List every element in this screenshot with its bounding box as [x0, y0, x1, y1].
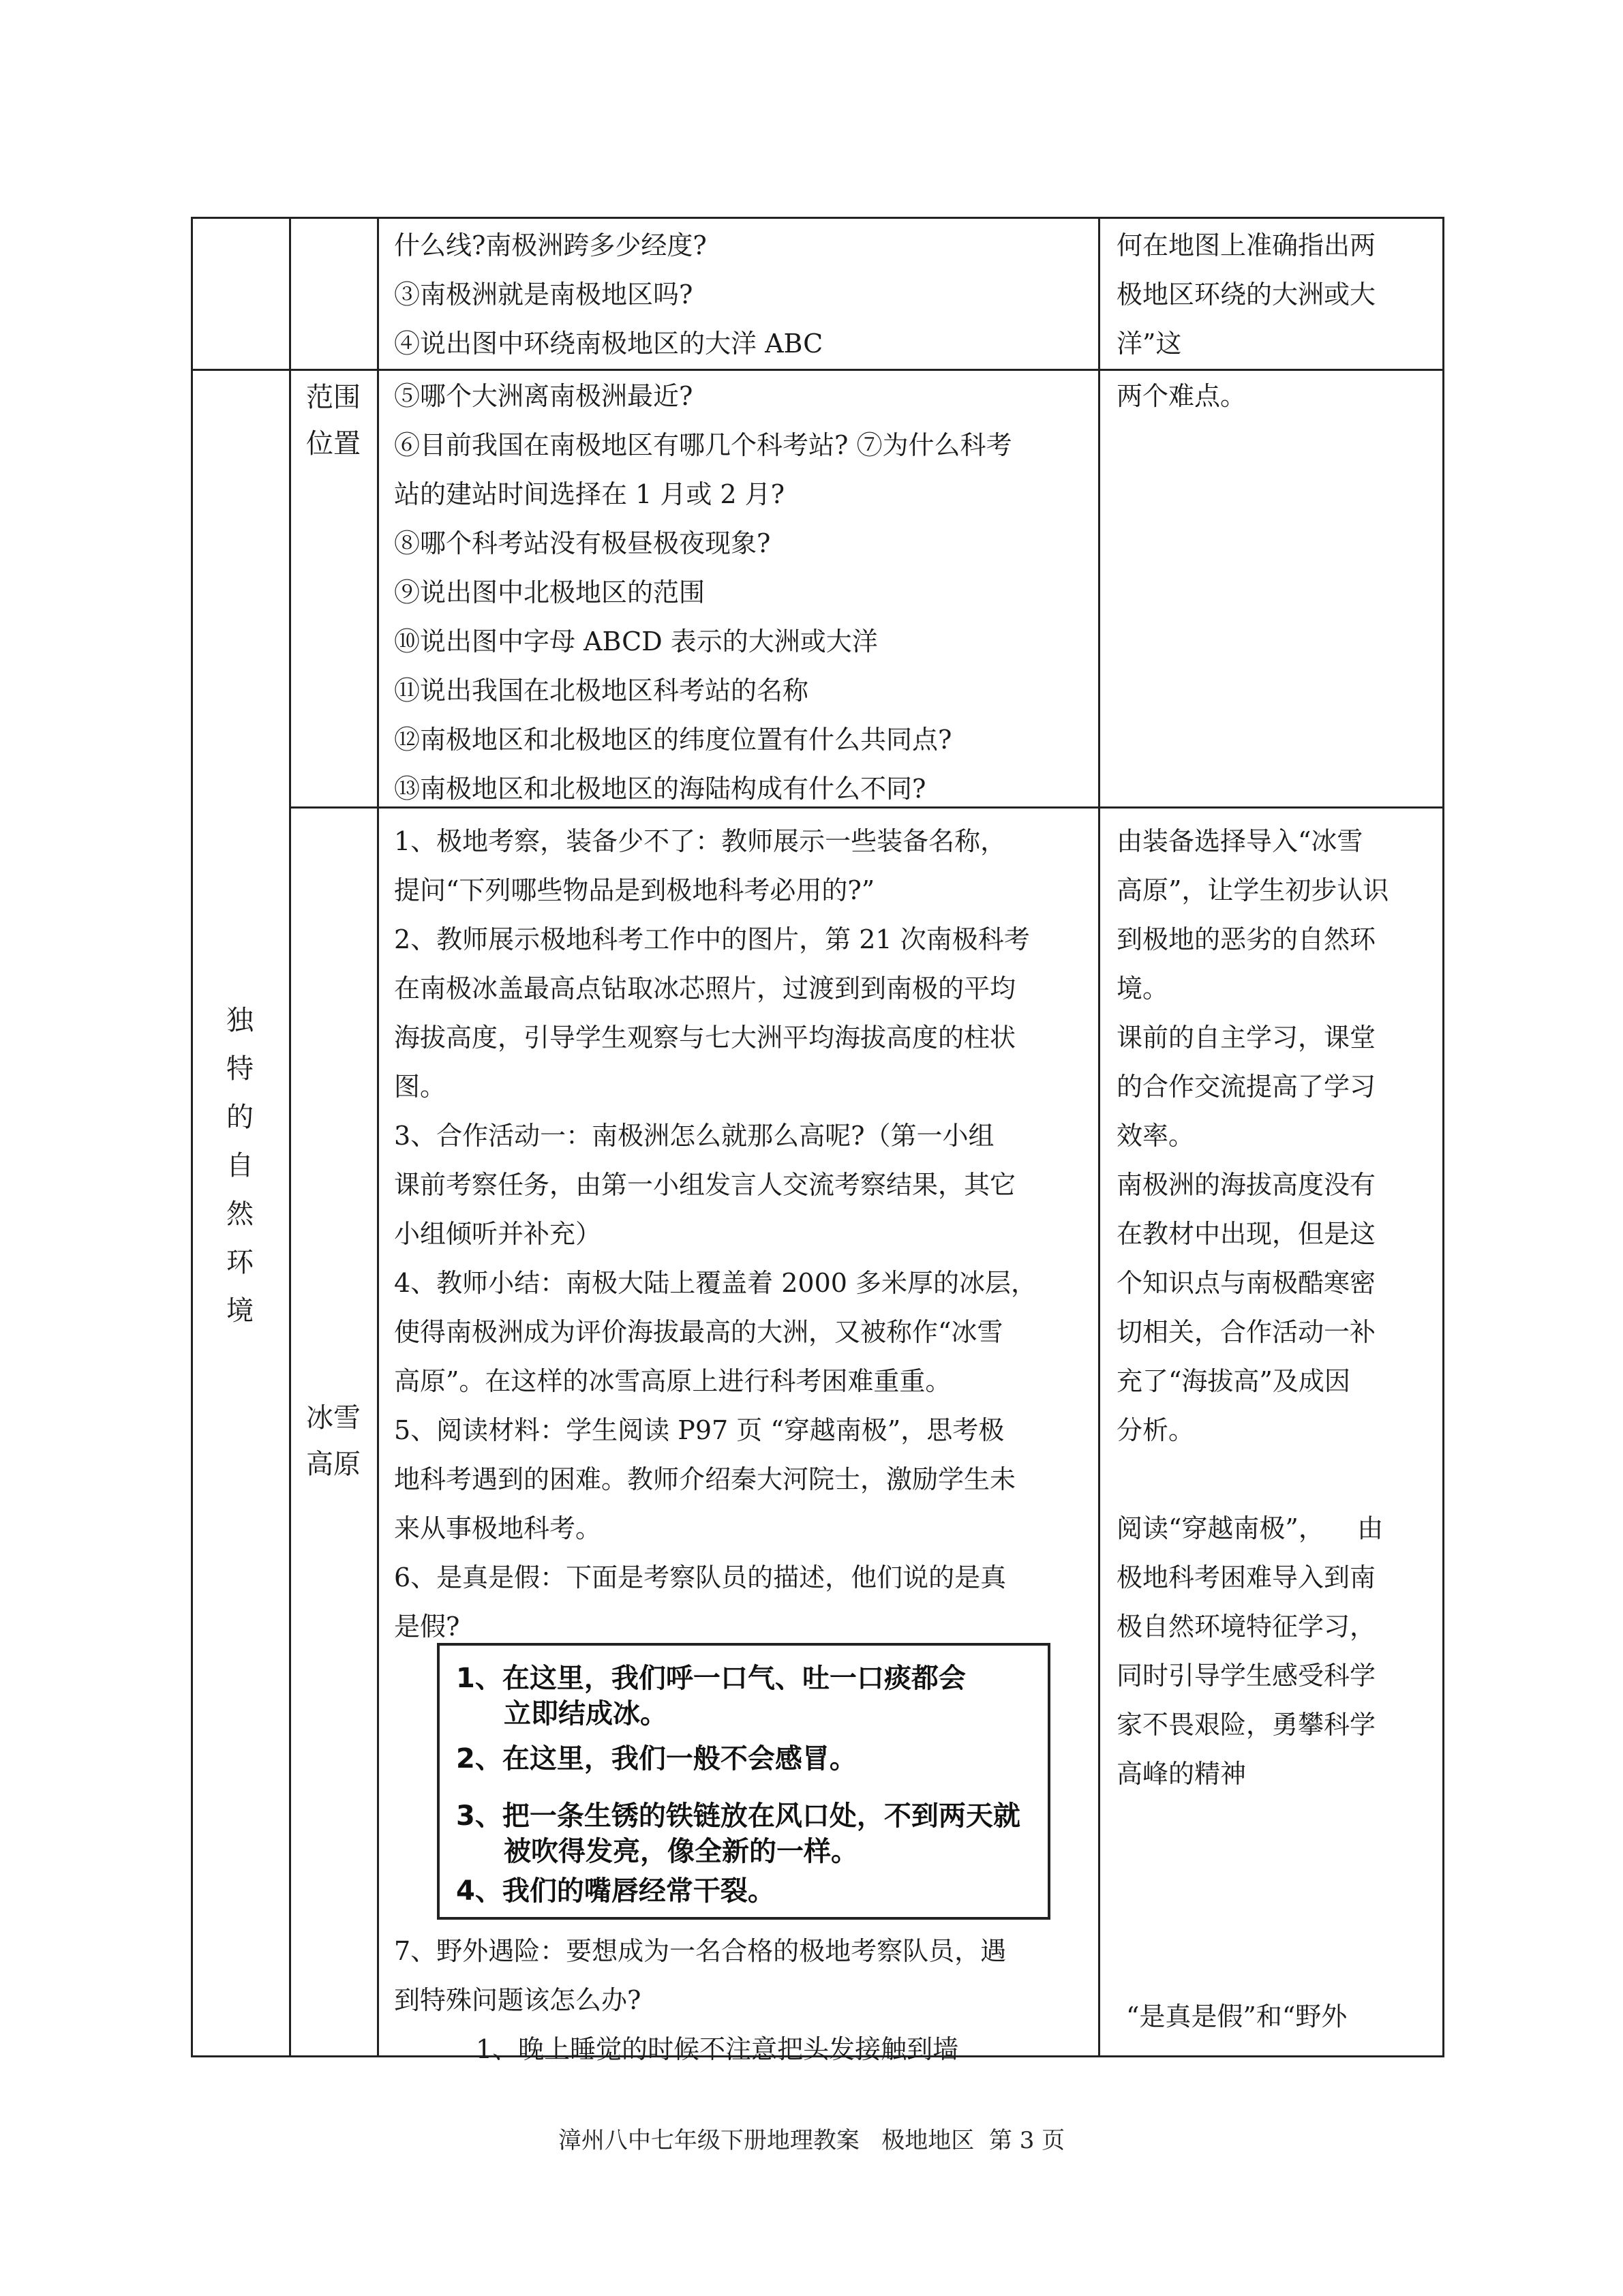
row2-line: ⑨说出图中北极地区的范围 — [394, 577, 706, 607]
row3-line: 到特殊问题该怎么办? — [394, 1985, 641, 2015]
true-false-box — [437, 1643, 1050, 1920]
row3-line: 2、教师展示极地科考工作中的图片，第 21 次南极科考 — [394, 924, 1030, 954]
row1-activities — [394, 221, 823, 368]
row1-note: 洋”这 — [1117, 329, 1182, 359]
row3-notes — [1117, 817, 1389, 1798]
row3-note: 在教材中出现，但是这 — [1117, 1219, 1376, 1249]
row1-line: ④说出图中环绕南极地区的大洋 ABC — [394, 329, 823, 359]
box-item: 3、把一条生锈的铁链放在风口处，不到两天就 被吹得发亮，像全新的一样。 — [456, 1800, 1020, 1867]
row1-notes — [1117, 221, 1376, 368]
row2-line: ⑧哪个科考站没有极昼极夜现象? — [394, 528, 771, 558]
row3-line: 高原”。在这样的冰雪高原上进行科考困难重重。 — [394, 1366, 952, 1396]
row3-note: 家不畏艰险，勇攀科学 — [1117, 1710, 1376, 1740]
page-footer: 漳州八中七年级下册地理教案 极地地区 第 3 页 — [558, 2127, 1065, 2154]
row3-line: 4、教师小结：南极大陆上覆盖着 2000 多米厚的冰层， — [394, 1268, 1037, 1298]
row3-note: 分析。 — [1117, 1415, 1195, 1445]
row3-note: 阅读“穿越南极”， 由 — [1117, 1513, 1384, 1543]
row3-line: 图。 — [394, 1072, 446, 1102]
row3-note-bottom: “是真是假”和“野外 — [1126, 2002, 1348, 2031]
row3-line: 地科考遇到的困难。教师介绍秦大河院士，激励学生未 — [394, 1464, 1016, 1494]
section-label-range-position: 范围 位置 — [306, 382, 361, 459]
row2-notes — [1117, 372, 1246, 421]
row2-note: 两个难点。 — [1117, 381, 1247, 411]
section-label-unique-natural-environment: 独 特 的 自 然 环 境 — [226, 1005, 254, 1327]
row3-note: 高原”，让学生初步认识 — [1117, 875, 1389, 905]
row2-line: ⑫南极地区和北极地区的纬度位置有什么共同点? — [394, 725, 952, 755]
row3-note: 极地科考困难导入到南 — [1117, 1562, 1376, 1592]
row3-line: 提问“下列哪些物品是到极地科考必用的?” — [394, 875, 875, 905]
row3-activities-after-box — [394, 1927, 1006, 2074]
row3-line: 1、极地考察，装备少不了：教师展示一些装备名称， — [394, 826, 1007, 856]
row3-note: 到极地的恶劣的自然环 — [1117, 924, 1376, 954]
row3-line: 海拔高度，引导学生观察与七大洲平均海拔高度的柱状 — [394, 1023, 1016, 1053]
row3-line: 7、野外遇险：要想成为一名合格的极地考察队员，遇 — [394, 1936, 1007, 1966]
row2-line: ⑬南极地区和北极地区的海陆构成有什么不同? — [394, 774, 926, 804]
box-item: 2、在这里，我们一般不会感冒。 — [456, 1743, 857, 1774]
row1-line: ③南极洲就是南极地区吗? — [394, 280, 693, 309]
row2-line: ⑪说出我国在北极地区科考站的名称 — [394, 676, 809, 706]
row2-line: 站的建站时间选择在 1 月或 2 月? — [394, 479, 785, 509]
row1-note: 何在地图上准确指出两 — [1117, 230, 1376, 260]
row3-note: 南极洲的海拔高度没有 — [1117, 1170, 1376, 1200]
table-border-col3 — [1098, 217, 1100, 2057]
row3-note: 切相关，合作活动一补 — [1117, 1317, 1376, 1347]
row3-note: 极自然环境特征学习， — [1117, 1612, 1376, 1642]
row3-note: 效率。 — [1117, 1121, 1195, 1151]
row3-line: 1、晚上睡觉的时候不注意把头发接触到墙 — [476, 2034, 959, 2064]
box-item: 1、在这里，我们呼一口气、吐一口痰都会 立即结成冰。 — [456, 1663, 966, 1729]
section-label-ice-plateau: 冰雪 高原 — [306, 1402, 361, 1480]
row3-line: 来从事极地科考。 — [394, 1513, 602, 1543]
row3-line: 3、合作活动一：南极洲怎么就那么高呢?（第一小组 — [394, 1121, 995, 1151]
row3-note: 充了“海拔高”及成因 — [1117, 1366, 1350, 1396]
row1-note: 极地区环绕的大洲或大 — [1117, 280, 1376, 309]
table-border-right — [1442, 217, 1444, 2057]
table-border-left — [191, 217, 193, 2057]
row2-line: ⑩说出图中字母 ABCD 表示的大洲或大洋 — [394, 626, 878, 656]
table-border-col2 — [377, 217, 379, 2057]
row2-line: ⑥目前我国在南极地区有哪几个科考站? ⑦为什么科考 — [394, 430, 1012, 460]
row3-line: 5、阅读材料：学生阅读 P97 页 “穿越南极”，思考极 — [394, 1415, 1005, 1445]
row3-note: 高峰的精神 — [1117, 1759, 1247, 1789]
row3-note: 的合作交流提高了学习 — [1117, 1072, 1376, 1102]
row3-note: 课前的自主学习，课堂 — [1117, 1023, 1376, 1053]
box-item: 4、我们的嘴唇经常干裂。 — [456, 1875, 775, 1907]
row2-line: ⑤哪个大洲离南极洲最近? — [394, 381, 693, 411]
row2-activities — [394, 372, 1012, 813]
row3-note: 由装备选择导入“冰雪 — [1117, 826, 1363, 856]
table-border-col1 — [289, 217, 291, 2057]
row3-activities — [394, 817, 1037, 1651]
row3-line: 是假? — [394, 1612, 460, 1642]
row3-line: 6、是真是假：下面是考察队员的描述，他们说的是真 — [394, 1562, 1007, 1592]
row3-note — [1117, 1455, 1389, 1504]
row3-line: 在南极冰盖最高点钻取冰芯照片，过渡到到南极的平均 — [394, 973, 1016, 1003]
row3-line: 使得南极洲成为评价海拔最高的大洲，又被称作“冰雪 — [394, 1317, 1003, 1347]
row1-line: 什么线?南极洲跨多少经度? — [394, 230, 707, 260]
row3-note: 个知识点与南极酷寒密 — [1117, 1268, 1376, 1298]
row3-line: 课前考察任务，由第一小组发言人交流考察结果，其它 — [394, 1170, 1016, 1200]
row3-line: 小组倾听并补充） — [394, 1219, 602, 1249]
row3-note: 同时引导学生感受科学 — [1117, 1661, 1376, 1691]
row3-note: 境。 — [1117, 973, 1169, 1003]
